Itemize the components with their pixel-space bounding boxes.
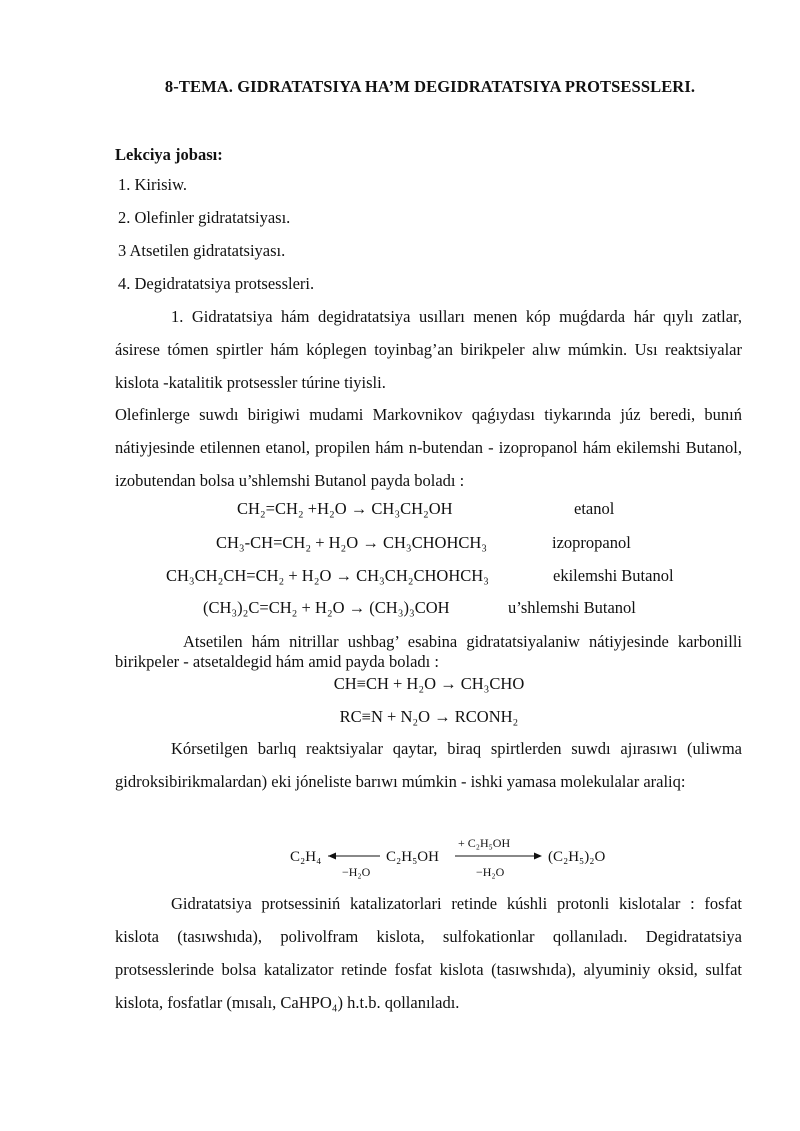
ether-label: (C₂H₅)₂O [548,849,606,865]
equation-row [203,598,450,618]
equation-row [216,533,487,553]
nitrile-equation: RC≡N + N₂O → RCONH₂ [339,707,519,726]
equation-formula: CH₃CH₂CH=CH₂ + H₂O → CH₃CH₂CHOHCH₃ [166,566,489,585]
equation-formula: (CH₃)₂C=CH₂ + H₂O → (CH₃)₃COH [203,598,450,617]
acetylene-paragraph: Atsetilen hám nitrillar ushbag’ esabina gidratatsiyalaniw nátiyjesinde karbonilli birikpeler - atsetaldegid hám amid payda boladı : [115,632,742,671]
dehydration-scheme [290,832,630,882]
ethylene-label: C₂H₄ [290,849,322,865]
left-condition-label: −H₂O [342,865,371,879]
intro-paragraph: 1. Gidratatsiya hám degidratatsiya usılları menen kóp muǵdarda hár qıylı zatlar, ásirese tómen spirtler hám kóplegen toyinbag’an birikpeler alıw múmkin. Usı reaktsiyalar kislota -katalitik protsessler túrine tiyisli. [115,307,742,392]
equation-product-name: izopropanol [552,533,631,552]
arrow-left-head [328,853,336,860]
plan-item: 2. Olefinler gidratatsiyası. [118,208,291,227]
plan-list [118,172,314,304]
equation-row [237,499,453,519]
ethanol-label: C₂H₅OH [386,849,439,865]
equation-row [166,566,489,586]
olefins-paragraph: Olefinlerge suwdı birigiwi mudami Markovnikov qaǵıydası tiykarında júz beredi, bunıń nátiyjesinde etilennen etanol, propilen hám n-butendan - izopropanol hám ekilemshi Butanol, izobutendan bolsa u’shlemshi Butanol payda boladı : [115,405,742,490]
equation-formula: CH₃-CH=CH₂ + H₂O → CH₃CHOHCH₃ [216,533,488,552]
reverse-paragraph: Kórsetilgen barlıq reaktsiyalar qaytar, biraq spirtlerden suwdı ajırasıwı (uliwma gidroksibirikmalardan) eki jóneliste barıwı múmkin - ishki yamasa molekulalar araliq: [115,739,742,791]
equation-formula: CH₂=CH₂ +H₂O → CH₃CH₂OH [237,499,453,518]
equation-product-name: ekilemshi Butanol [553,566,674,585]
right-reagent-label: + C₂H₅OH [458,836,511,850]
plan-item: 3 Atsetilen gidratatsiyası. [118,241,286,260]
acetylene-equation: CH≡CH + H₂O → CH₃CHO [333,674,525,693]
arrow-right-head [534,853,542,860]
plan-item: 4. Degidratatsiya protsessleri. [118,274,315,293]
right-condition-label: −H₂O [476,865,505,879]
page-title: 8-TEMA. GIDRATATSIYA HA’M DEGIDRATATSIYA PROTSESSLERI. [164,77,696,96]
equation-product-name: u’shlemshi Butanol [508,598,636,617]
equation-product-name: etanol [574,499,615,518]
plan-item: 1. Kirisiw. [118,175,188,194]
catalysts-paragraph: Gidratatsiya protsessiniń katalizatorlari retinde kúshli protonli kislotalar : fosfat kislota (tasıwshıda), polivolfram kislota, sulfokationlar qollanıladı. Degidratatsiya protsesslerinde bolsa katalizator retinde fosfat kislota (tasıwshıda), alyuminiy oksid, sulfat kislota, fosfatlar (mısalı, CaHPO₄) h.t.b. qollanıladı. [115,894,742,1012]
plan-heading: Lekciya jobası: [115,145,223,164]
